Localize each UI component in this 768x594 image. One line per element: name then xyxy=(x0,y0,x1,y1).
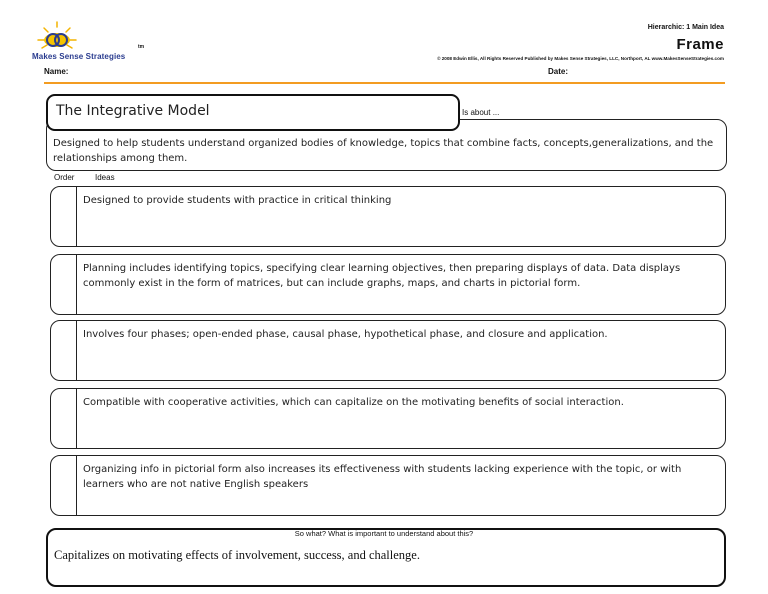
order-divider xyxy=(76,389,77,448)
hierarchic-label: Hierarchic: 1 Main Idea xyxy=(647,24,724,31)
order-divider xyxy=(76,321,77,380)
trademark: tm xyxy=(138,44,145,50)
order-column-header: Order xyxy=(54,173,75,182)
idea-text: Planning includes identifying topics, specifying clear learning objectives, then preparing displays of data. Data displays commonly exist in the form of matrices, but can include graphs, maps, and charts in pictorial form. xyxy=(83,263,681,289)
idea-row xyxy=(50,186,726,247)
so-what-label: So what? What is important to understand about this? xyxy=(294,529,474,538)
order-divider xyxy=(76,456,77,515)
idea-text: Designed to provide students with practice in critical thinking xyxy=(83,195,392,206)
idea-text: Involves four phases; open-ended phase, causal phase, hypothetical phase, and closure and application. xyxy=(83,329,608,340)
topic-box xyxy=(46,94,460,131)
idea-row xyxy=(50,388,726,449)
idea-row xyxy=(50,455,726,516)
idea-text: Organizing info in pictorial form also increases its effectiveness with students lacking experience with the topic, or with learners who are not native English speakers xyxy=(83,464,682,490)
brand-name: Makes Sense Strategies xyxy=(32,52,126,61)
topic-description: Designed to help students understand organized bodies of knowledge, topics that combine facts, concepts,generalizations, and the relationships among them. xyxy=(53,138,714,164)
topic-title: The Integrative Model xyxy=(56,103,210,119)
idea-row xyxy=(50,320,726,381)
is-about-label: Is about ... xyxy=(462,108,500,117)
name-label: Name: xyxy=(44,67,69,76)
header-rule xyxy=(44,82,725,84)
so-what-text: Capitalizes on motivating effects of involvement, success, and challenge. xyxy=(54,548,420,562)
order-divider xyxy=(76,187,77,246)
idea-text: Compatible with cooperative activities, which can capitalize on the motivating benefits of social interaction. xyxy=(83,397,624,408)
frame-title: Frame xyxy=(676,36,724,53)
idea-row xyxy=(50,254,726,315)
order-divider xyxy=(76,255,77,314)
copyright-line: © 2008 Edwin Ellis, All Rights Reserved Published by Makes Sense Strategies, LLC, Northport, AL www.MakesSenseStrategies.com xyxy=(437,56,724,61)
ideas-column-header: Ideas xyxy=(95,173,115,182)
date-label: Date: xyxy=(548,67,569,76)
